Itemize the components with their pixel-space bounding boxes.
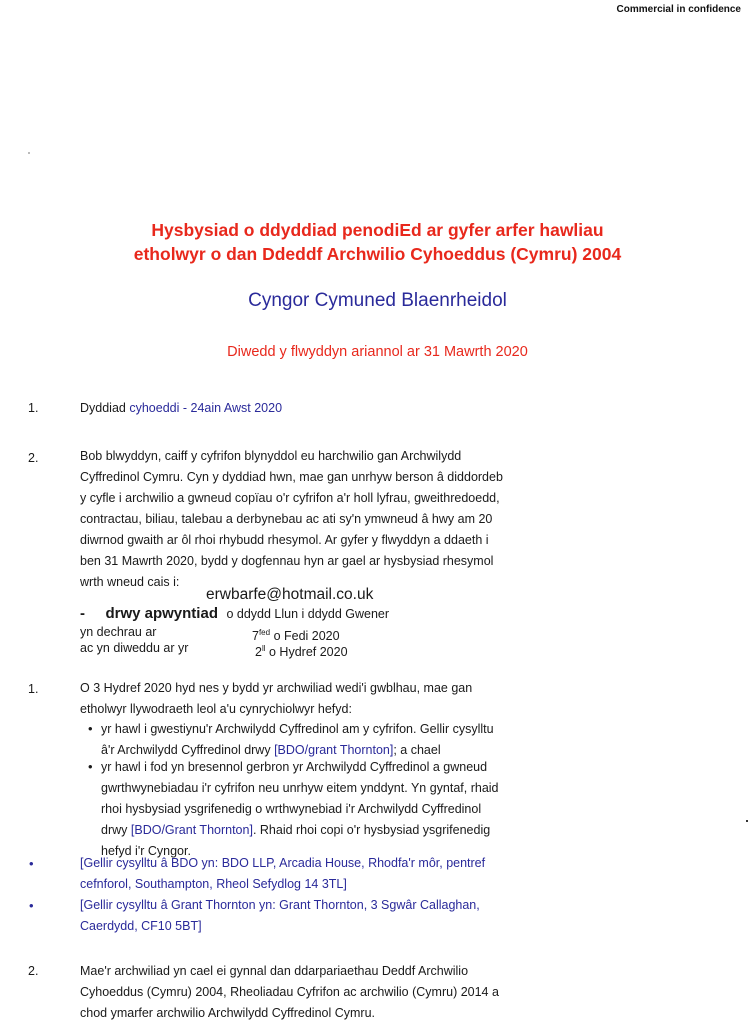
paragraph-line: Cyffredinol Cymru. Cyn y dyddiad hwn, mae gan unrhyw berson â diddordeb — [80, 470, 503, 484]
item-3-number: 1. — [28, 682, 39, 696]
item-2-number: 2. — [28, 451, 39, 465]
paragraph-line: cefnforol, Southampton, Rheol Sefydlog 14 3TL] — [80, 877, 347, 891]
end-day-suffix: ll — [261, 644, 266, 653]
bullet-dot-icon: • — [88, 721, 93, 736]
scan-speck — [746, 820, 748, 822]
year-end: Diwedd y flwyddyn ariannol ar 31 Mawrth 2020 — [227, 344, 528, 360]
start-day-suffix: fed — [258, 628, 271, 637]
paragraph-line: diwrnod gwaith ar ôl rhoi rhybudd rhesymol. Ar gyfer y flwyddyn a ddaeth i — [80, 533, 489, 547]
end-date-label: ac yn diweddu ar yr — [80, 641, 189, 655]
end-month-year: o Hydref 2020 — [269, 645, 348, 660]
paragraph-line: chod ymarfer archwilio Archwilydd Cyffredinol Cymru. — [80, 1006, 376, 1020]
bdo-contact — [80, 853, 640, 895]
paragraph-line: Caerdydd, CF10 5BT] — [80, 919, 202, 933]
paragraph-line: contractau, biliau, talebau a derbynebau ac ati sy'n ymwneud â hwy am 20 — [80, 512, 493, 526]
paragraph-line: [Gellir cysylltu â BDO yn: BDO LLP, Arcadia House, Rhodfa'r môr, pentref — [80, 856, 486, 870]
item-3-intro — [80, 678, 640, 720]
paragraph-line: gwrthwynebiadau i'r cyfrifon neu unrhyw eitem ynddynt. Yn gyntaf, rhaid — [101, 781, 499, 795]
auditor-reference: [BDO/Grant Thornton] — [130, 823, 253, 837]
paragraph-line: O 3 Hydref 2020 hyd nes y bydd yr archwiliad wedi'i gwblhau, mae gan — [80, 681, 473, 695]
paragraph-line: etholwyr llywodraeth leol a'u cynrychiolwyr hefyd: — [80, 702, 352, 716]
appointment-dash: - — [80, 605, 85, 622]
item-4-paragraph — [80, 961, 640, 1024]
bullet-dot-icon: • — [88, 759, 93, 774]
paragraph-line: hefyd i'r Cyngor. — [101, 844, 191, 858]
contact-email[interactable]: erwbarfe@hotmail.co.uk — [206, 586, 374, 603]
right-to-object — [101, 757, 661, 862]
end-day: 2 — [255, 645, 262, 660]
publication-date-row — [80, 398, 282, 419]
right-to-question — [101, 719, 661, 761]
start-month-year: o Fedi 2020 — [273, 629, 340, 644]
paragraph-line: Mae'r archwiliad yn cael ei gynnal dan ddarpariaethau Deddf Archwilio — [80, 964, 469, 978]
end-date-value — [255, 638, 348, 663]
paragraph-line: Cyhoeddus (Cymru) 2004, Rheoliadau Cyfrifon ac archwilio (Cymru) 2014 a — [80, 985, 499, 999]
confidentiality-label: Commercial in confidence — [616, 4, 741, 15]
item-4-number: 2. — [28, 964, 39, 978]
text-segment: â'r Archwilydd Cyffredinol drwy — [101, 743, 271, 757]
start-day: 7 — [252, 629, 259, 644]
paragraph-line: wrth wneud cais i: — [80, 575, 180, 589]
bullet-dot-icon: • — [29, 856, 34, 871]
auditor-reference: [BDO/grant Thornton] — [274, 743, 394, 757]
council-name: Cyngor Cymuned Blaenrheidol — [248, 290, 507, 311]
text-segment: drwy — [101, 823, 128, 837]
paragraph-line: Bob blwyddyn, caiff y cyfrifon blynyddol eu harchwilio gan Archwilydd — [80, 449, 462, 463]
paragraph-line — [101, 820, 661, 841]
text-segment: . Rhaid rhoi copi o'r hysbysiad ysgrifenedig — [252, 823, 491, 837]
appointment-days: o ddydd Llun i ddydd Gwener — [226, 607, 390, 621]
publication-date-label: Dyddiad — [80, 401, 126, 415]
bullet-dot-icon: • — [29, 898, 34, 913]
paragraph-line: yr hawl i gwestiynu'r Archwilydd Cyffredinol am y cyfrifon. Gellir cysylltu — [101, 722, 494, 736]
start-date-label: yn dechrau ar — [80, 625, 157, 639]
grant-thornton-contact — [80, 895, 640, 937]
text-segment: ; a chael — [393, 743, 441, 757]
publication-date-value: cyhoeddi - 24ain Awst 2020 — [129, 401, 283, 415]
item-2-paragraph — [80, 446, 640, 593]
paragraph-line: y cyfle i archwilio a gwneud copïau o'r cyfrifon a'r holl lyfrau, gweithredoedd, — [80, 491, 500, 505]
paragraph-line: [Gellir cysylltu â Grant Thornton yn: Grant Thornton, 3 Sgwâr Callaghan, — [80, 898, 480, 912]
appointment-label: drwy apwyntiad — [105, 605, 218, 622]
scan-speck — [28, 152, 30, 154]
item-1-number: 1. — [28, 401, 39, 415]
paragraph-line: rhoi hysbysiad ysgrifenedig o wrthwynebiad i'r Archwilydd Cyffredinol — [101, 802, 482, 816]
paragraph-line: ben 31 Mawrth 2020, bydd y dogfennau hyn ar gael ar hysbysiad rhesymol — [80, 554, 494, 568]
paragraph-line: yr hawl i fod yn bresennol gerbron yr Archwilydd Cyffredinol a gwneud — [101, 760, 488, 774]
notice-title-line-1: Hysbysiad o ddyddiad penodiEd ar gyfer arfer hawliau — [151, 220, 604, 240]
notice-title-line-2: etholwyr o dan Ddeddf Archwilio Cyhoeddus (Cymru) 2004 — [133, 244, 622, 264]
